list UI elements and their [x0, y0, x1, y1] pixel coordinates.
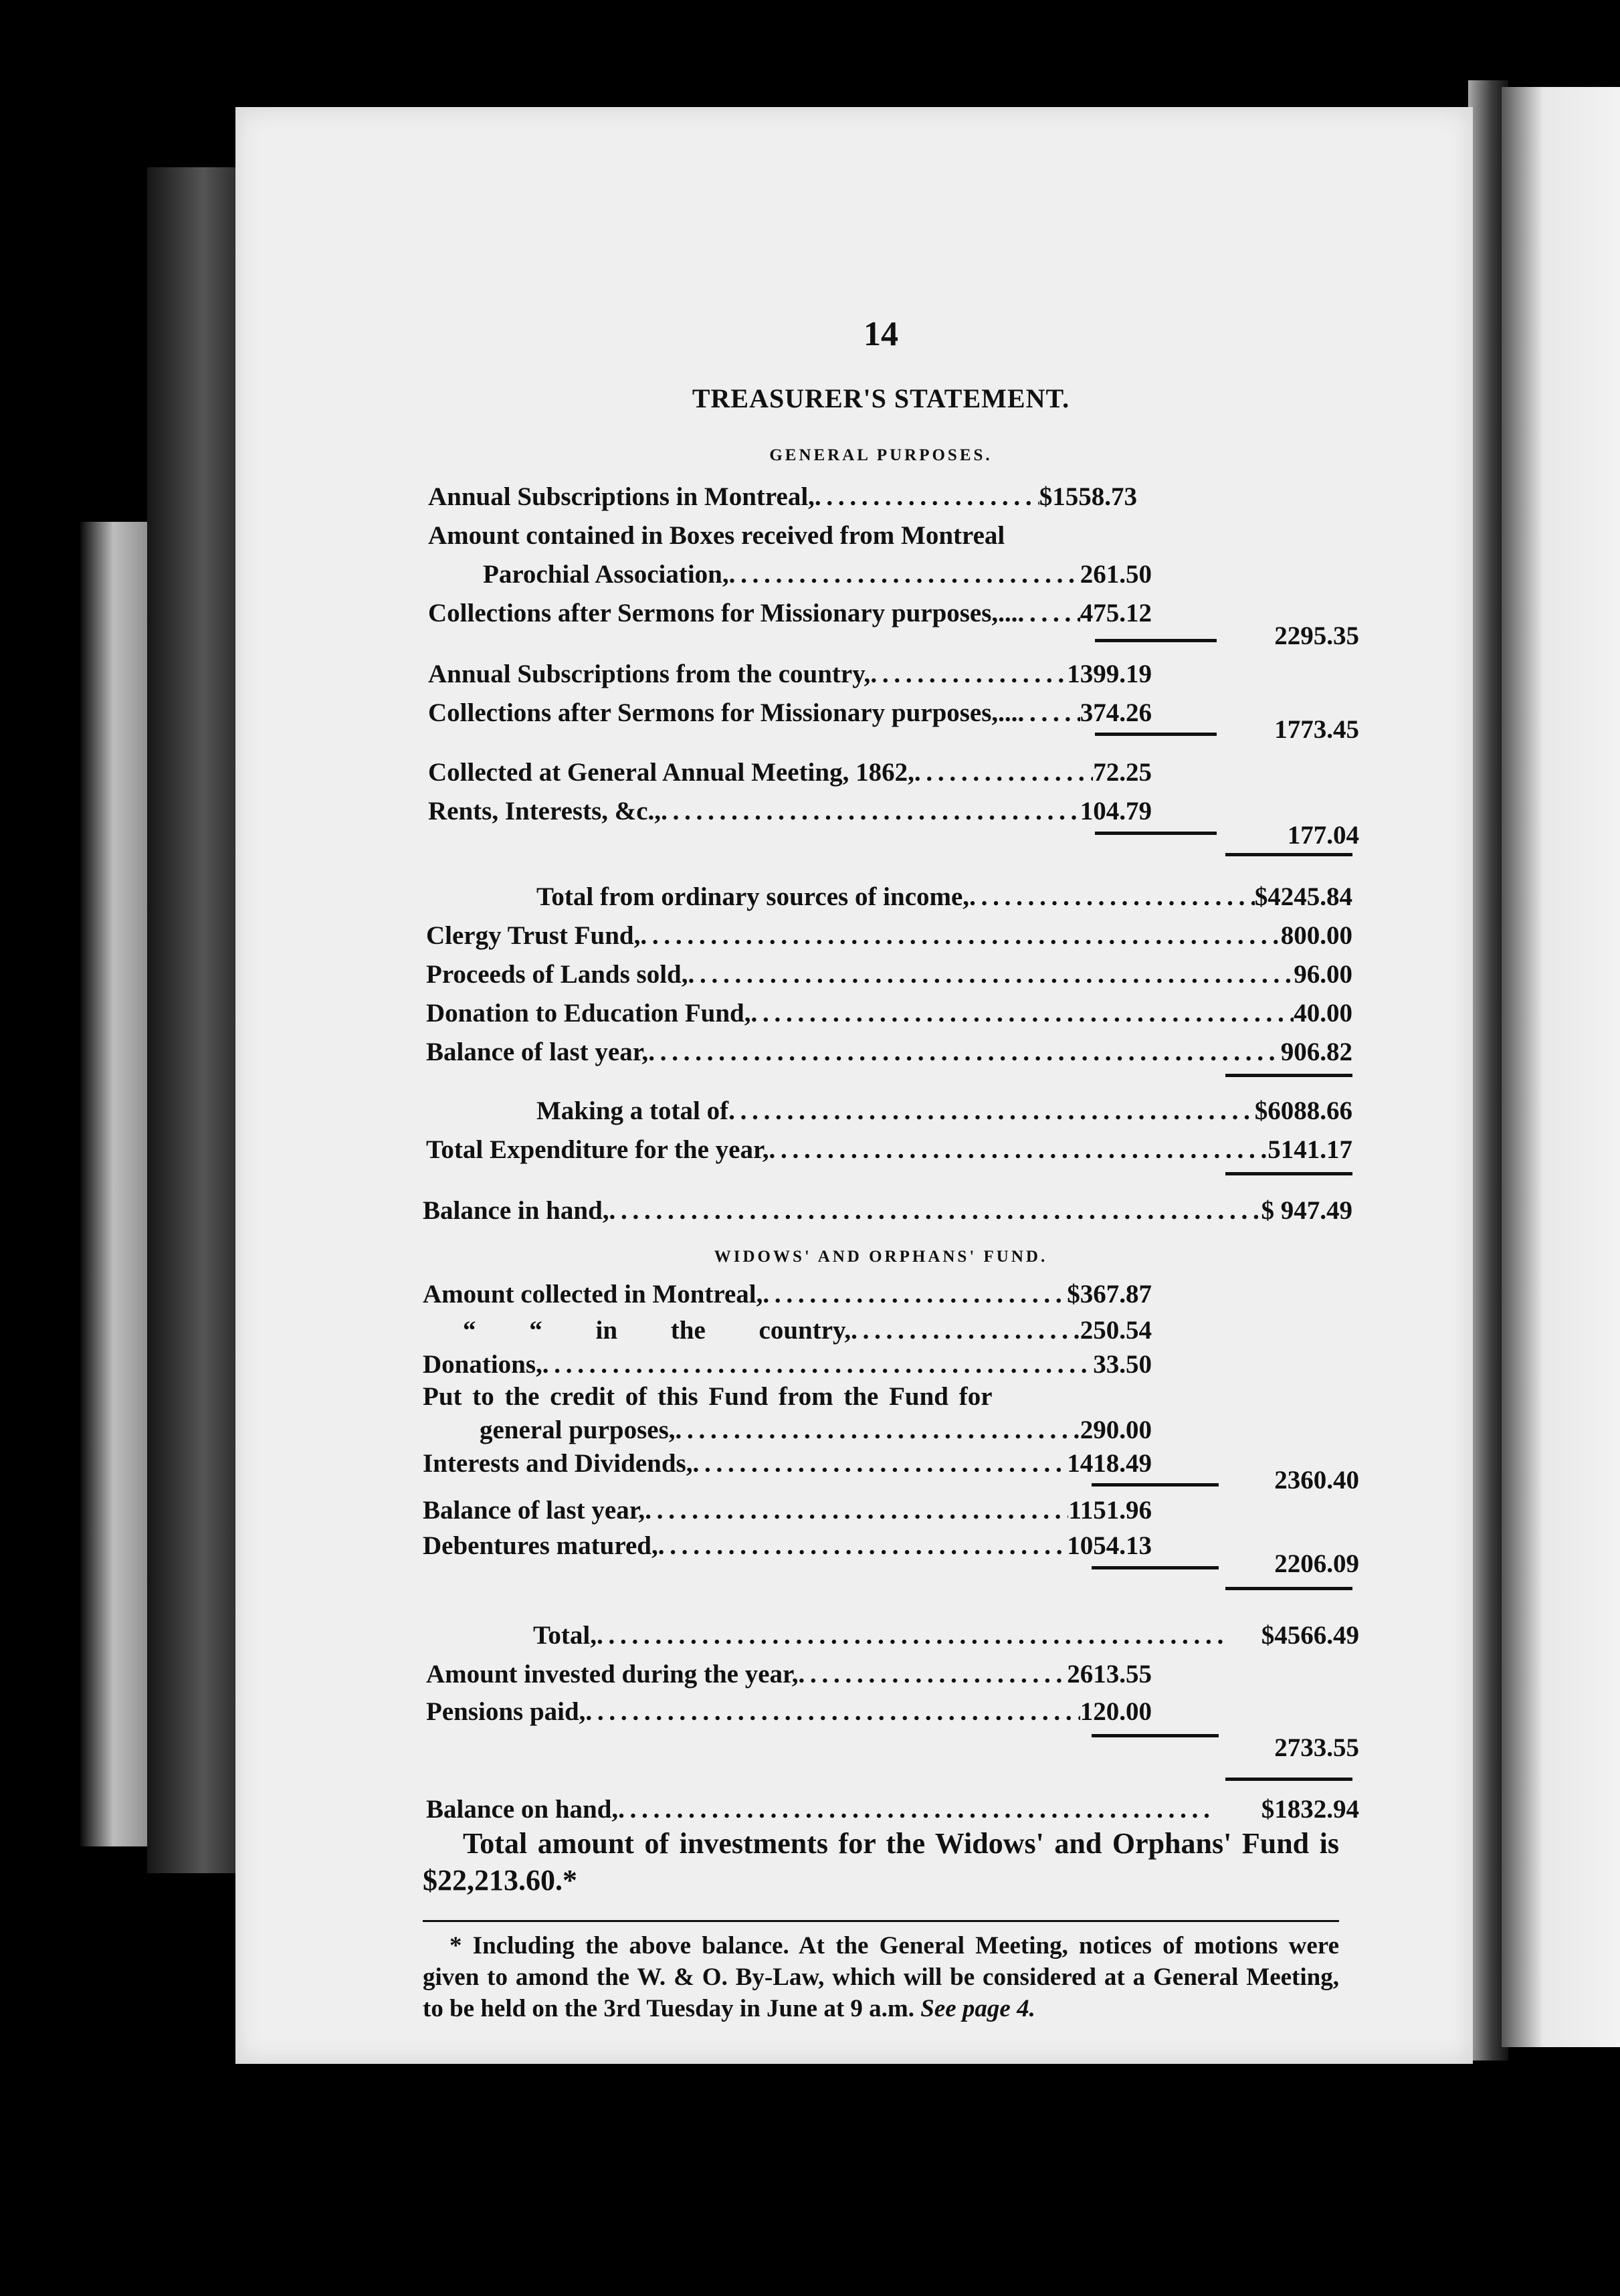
row-amount: 120.00 [1080, 1697, 1152, 1726]
balance-value: $1832.94 [1261, 1795, 1359, 1824]
row-label: “ “ in the country, [463, 1316, 851, 1345]
ledger-row [463, 1315, 1152, 1351]
row-amount: 906.82 [1280, 1038, 1352, 1066]
row-amount: 250.54 [1080, 1316, 1152, 1345]
ledger-row [426, 1697, 1152, 1733]
row-label: Put to the credit of this Fund from the Fund for [423, 1382, 993, 1411]
summary-row [426, 998, 1352, 1034]
row-label: Making a total of [536, 1096, 729, 1125]
subtotal: 2295.35 [1274, 621, 1359, 650]
leader-dots [618, 1794, 1215, 1824]
sum-rule [1225, 1778, 1352, 1781]
row-amount: 1418.49 [1067, 1449, 1152, 1478]
leader-dots [640, 921, 1280, 951]
ledger-row [428, 598, 1152, 634]
row-amount: 33.50 [1093, 1350, 1152, 1379]
row-label: Interests and Dividends, [423, 1449, 693, 1478]
sum-rule [1225, 1587, 1352, 1590]
leader-dots [648, 1037, 1281, 1067]
book-spine [147, 167, 241, 1873]
sum-rule [1092, 1566, 1219, 1569]
row-label: Balance in hand, [423, 1196, 609, 1225]
summary-row [536, 882, 1352, 918]
summary-row [423, 1195, 1352, 1232]
page-title: TREASURER'S STATEMENT. [692, 383, 1070, 413]
row-amount: 104.79 [1080, 797, 1152, 826]
subtotal: 2733.55 [1274, 1733, 1359, 1762]
ledger-row [423, 1279, 1152, 1315]
footnote [423, 1930, 1339, 2024]
row-amount: $6088.66 [1254, 1096, 1352, 1125]
sum-rule [1092, 1734, 1219, 1737]
leader-dots [585, 1697, 1080, 1727]
row-label: Amount contained in Boxes received from Montreal [428, 521, 1005, 550]
sum-rule [1225, 1074, 1352, 1077]
row-amount: 2613.55 [1067, 1660, 1152, 1689]
row-label: Total from ordinary sources of income, [536, 882, 970, 911]
row-amount: 96.00 [1294, 960, 1352, 989]
row-label: Donation to Education Fund, [426, 999, 751, 1028]
row-label: Rents, Interests, &c., [428, 797, 662, 826]
row-label: Debentures matured, [423, 1531, 658, 1560]
document-page [235, 107, 1473, 2064]
row-label: general purposes, [480, 1416, 676, 1444]
leader-dots [542, 1349, 1093, 1379]
row-label: Donations, [423, 1350, 542, 1379]
leader-dots [969, 882, 1255, 912]
leader-dots [870, 659, 1067, 689]
row-label: Balance on hand, [426, 1795, 619, 1824]
leader-dots [769, 1135, 1268, 1165]
row-amount: 475.12 [1080, 599, 1152, 628]
row-label: Balance of last year, [426, 1038, 649, 1066]
row-amount: $1558.73 [1039, 482, 1137, 511]
row-label: Annual Subscriptions from the country, [428, 660, 871, 688]
row-label: Amount collected in Montreal, [423, 1280, 763, 1309]
row-amount: 40.00 [1294, 999, 1352, 1028]
page-number: 14 [864, 315, 898, 353]
ledger-row [423, 1495, 1152, 1531]
leader-dots [688, 959, 1294, 989]
leader-dots [676, 1415, 1080, 1445]
ledger-row [428, 757, 1152, 793]
leader-dots [799, 1659, 1068, 1689]
leader-dots [645, 1495, 1068, 1525]
summary-row [426, 1037, 1352, 1073]
summary-row [426, 1135, 1352, 1171]
footnote-page-ref: See page 4. [920, 1995, 1035, 2022]
summary-row [426, 959, 1352, 995]
ledger-row [423, 1448, 1152, 1485]
row-label: Balance of last year, [423, 1496, 645, 1525]
investments-total-paragraph: Total amount of investments for the Widows' and Orphans' Fund is $22,213.60.* [423, 1827, 1339, 1897]
row-label: Amount invested during the year, [426, 1660, 799, 1689]
ledger-row [428, 482, 1137, 518]
leader-dots [661, 796, 1080, 826]
general-purposes-heading: GENERAL PURPOSES. [769, 446, 993, 464]
subtotal: 2360.40 [1274, 1466, 1359, 1495]
leader-dots [1017, 698, 1080, 728]
ledger-row [428, 796, 1152, 832]
sum-rule [1095, 639, 1217, 642]
row-amount: 72.25 [1093, 758, 1152, 787]
sum-rule [1092, 1483, 1219, 1487]
subtotal: 177.04 [1287, 821, 1359, 850]
book-edge-shadow [80, 522, 154, 1846]
leader-dots [851, 1315, 1080, 1345]
row-amount: 1054.13 [1067, 1531, 1152, 1560]
leader-dots [658, 1531, 1068, 1561]
row-amount: 290.00 [1080, 1416, 1152, 1444]
ledger-row [428, 659, 1152, 695]
row-amount: $367.87 [1067, 1280, 1152, 1309]
leader-dots [763, 1279, 1067, 1309]
row-label: Proceeds of Lands sold, [426, 960, 688, 989]
row-label: Clergy Trust Fund, [426, 921, 641, 950]
sum-rule [1095, 733, 1217, 736]
leader-dots [750, 998, 1294, 1028]
footnote-text: * Including the above balance. At the General Meeting, notices of motions were given to amond the W. & O. By-Law, which will be considered at a General Meeting, to be held on the 3rd Tuesday in June at 9 a.m. [423, 1932, 1339, 2022]
ledger-row [533, 1620, 1229, 1656]
sum-rule [1225, 853, 1352, 856]
subtotal: 1773.45 [1274, 715, 1359, 744]
ledger-row [423, 1531, 1152, 1567]
ledger-row [483, 559, 1152, 595]
ledger-row [426, 1659, 1152, 1695]
footnote-rule [423, 1920, 1339, 1922]
row-amount: $ 947.49 [1261, 1196, 1352, 1225]
row-amount: 261.50 [1080, 560, 1152, 589]
ledger-row [423, 1349, 1152, 1385]
leader-dots [729, 559, 1080, 589]
row-amount: 374.26 [1080, 698, 1152, 727]
row-amount: 800.00 [1280, 921, 1352, 950]
row-label: Total Expenditure for the year, [426, 1135, 769, 1164]
sum-rule [1095, 832, 1217, 835]
row-label: Parochial Association, [483, 560, 729, 589]
leader-dots [1017, 598, 1080, 628]
leader-dots [815, 482, 1039, 512]
row-label: Annual Subscriptions in Montreal, [428, 482, 815, 511]
ledger-row [423, 1381, 1152, 1418]
row-label: Collections after Sermons for Missionary purposes,... [428, 698, 1018, 727]
row-amount: $4245.84 [1254, 882, 1352, 911]
row-label: Collections after Sermons for Missionary purposes,... [428, 599, 1018, 628]
leader-dots [692, 1448, 1067, 1478]
ledger-row [428, 520, 1137, 557]
row-label: Pensions paid, [426, 1697, 586, 1726]
leader-dots [609, 1195, 1261, 1226]
subtotal: 2206.09 [1274, 1549, 1359, 1578]
row-label: Collected at General Annual Meeting, 1862, [428, 758, 914, 787]
row-amount: 1151.96 [1068, 1496, 1152, 1525]
widows-fund-heading: WIDOWS' AND ORPHANS' FUND. [714, 1248, 1048, 1266]
row-label: Total, [533, 1621, 597, 1650]
row-amount: 1399.19 [1067, 660, 1152, 688]
summary-row [536, 1096, 1352, 1132]
summary-row [426, 921, 1352, 957]
ledger-row [480, 1415, 1152, 1451]
leader-dots [728, 1096, 1255, 1126]
sum-rule [1225, 1172, 1352, 1175]
total-value: $4566.49 [1261, 1621, 1359, 1650]
ledger-row [428, 698, 1152, 734]
facing-page [1502, 87, 1620, 2047]
leader-dots [597, 1620, 1229, 1650]
leader-dots [914, 757, 1093, 787]
row-amount: 5141.17 [1268, 1135, 1352, 1164]
